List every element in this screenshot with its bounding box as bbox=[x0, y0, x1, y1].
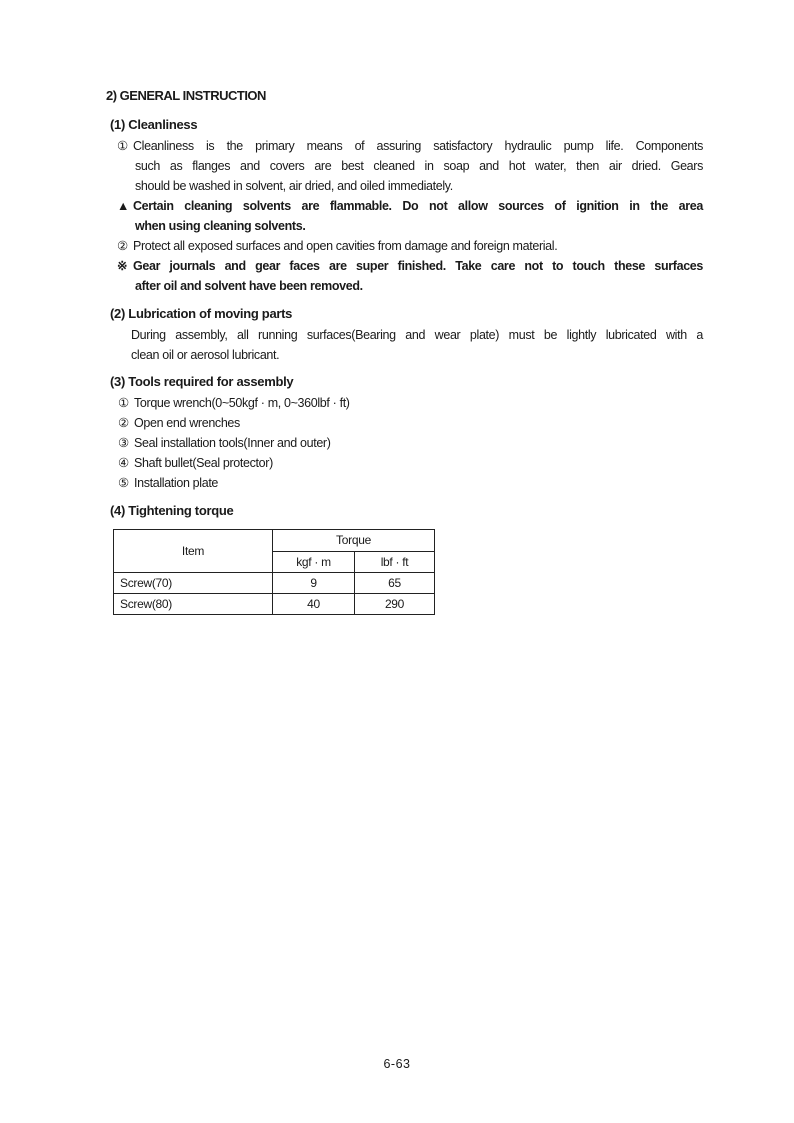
lubrication-line-1: During assembly, all running surfaces(Bearing and wear plate) must be lightly lubricated with a bbox=[131, 328, 703, 342]
tool-item-text: Open end wrenches bbox=[134, 416, 240, 430]
tool-item bbox=[118, 435, 331, 450]
tool-item-text: Torque wrench(0~50kgf · m, 0~360lbf · ft) bbox=[134, 396, 350, 410]
circled-number-3-icon: ③ bbox=[118, 436, 129, 450]
note-line-2: after oil and solvent have been removed. bbox=[135, 279, 363, 293]
tool-item bbox=[118, 475, 218, 490]
circled-number-2-icon: ② bbox=[118, 416, 129, 430]
cleanliness-item-1-line-3: should be washed in solvent, air dried, and oiled immediately. bbox=[135, 179, 453, 193]
tool-item bbox=[118, 415, 240, 430]
warning-line-2: when using cleaning solvents. bbox=[135, 219, 306, 233]
cleanliness-item-1 bbox=[117, 136, 703, 156]
cleanliness-item-2 bbox=[117, 236, 703, 256]
tool-item bbox=[118, 395, 350, 410]
row-kgf: 40 bbox=[273, 594, 355, 615]
row-item: Screw(70) bbox=[114, 573, 273, 594]
section-heading: 2) GENERAL INSTRUCTION bbox=[106, 88, 266, 103]
table-row bbox=[114, 594, 435, 615]
tool-item-text: Seal installation tools(Inner and outer) bbox=[134, 436, 331, 450]
tool-item-text: Shaft bullet(Seal protector) bbox=[134, 456, 273, 470]
unit-kgf-m: kgf · m bbox=[273, 551, 355, 573]
torque-table bbox=[113, 529, 435, 615]
row-lbf: 65 bbox=[355, 573, 435, 594]
header-torque: Torque bbox=[273, 530, 435, 552]
reference-mark-icon: ※ bbox=[117, 259, 128, 273]
row-kgf: 9 bbox=[273, 573, 355, 594]
circled-number-1-icon: ① bbox=[118, 396, 129, 410]
warning-triangle-icon: ▲ bbox=[117, 199, 130, 213]
circled-number-2-icon: ② bbox=[117, 239, 128, 253]
row-lbf: 290 bbox=[355, 594, 435, 615]
page-number: 6-63 bbox=[383, 1057, 411, 1071]
header-item: Item bbox=[114, 530, 273, 573]
tool-item-text: Installation plate bbox=[134, 476, 219, 490]
cleanliness-note bbox=[117, 256, 703, 276]
unit-lbf-ft: lbf · ft bbox=[355, 551, 435, 573]
cleanliness-item-1-line-2: such as flanges and covers are best cleaned in soap and hot water, then air dried. Gears bbox=[135, 159, 703, 173]
tools-title: (3) Tools required for assembly bbox=[110, 374, 294, 389]
lubrication-line-2: clean oil or aerosol lubricant. bbox=[131, 348, 280, 362]
cleanliness-item-1-line-1: Cleanliness is the primary means of assuring satisfactory hydraulic pump life. Components bbox=[133, 139, 703, 153]
tightening-title: (4) Tightening torque bbox=[110, 503, 234, 518]
cleanliness-warning bbox=[117, 196, 703, 216]
cleanliness-item-2-text: Protect all exposed surfaces and open cavities from damage and foreign material. bbox=[133, 239, 558, 253]
row-item: Screw(80) bbox=[114, 594, 273, 615]
circled-number-1-icon: ① bbox=[117, 139, 128, 153]
warning-line-1: Certain cleaning solvents are flammable. Do not allow sources of ignition in the area bbox=[133, 199, 703, 213]
cleanliness-title: (1) Cleanliness bbox=[110, 117, 198, 132]
tool-item bbox=[118, 455, 273, 470]
note-line-1: Gear journals and gear faces are super finished. Take care not to touch these surfaces bbox=[133, 259, 703, 273]
circled-number-5-icon: ⑤ bbox=[118, 476, 129, 490]
lubrication-title: (2) Lubrication of moving parts bbox=[110, 306, 293, 321]
circled-number-4-icon: ④ bbox=[118, 456, 129, 470]
table-row bbox=[114, 573, 435, 594]
